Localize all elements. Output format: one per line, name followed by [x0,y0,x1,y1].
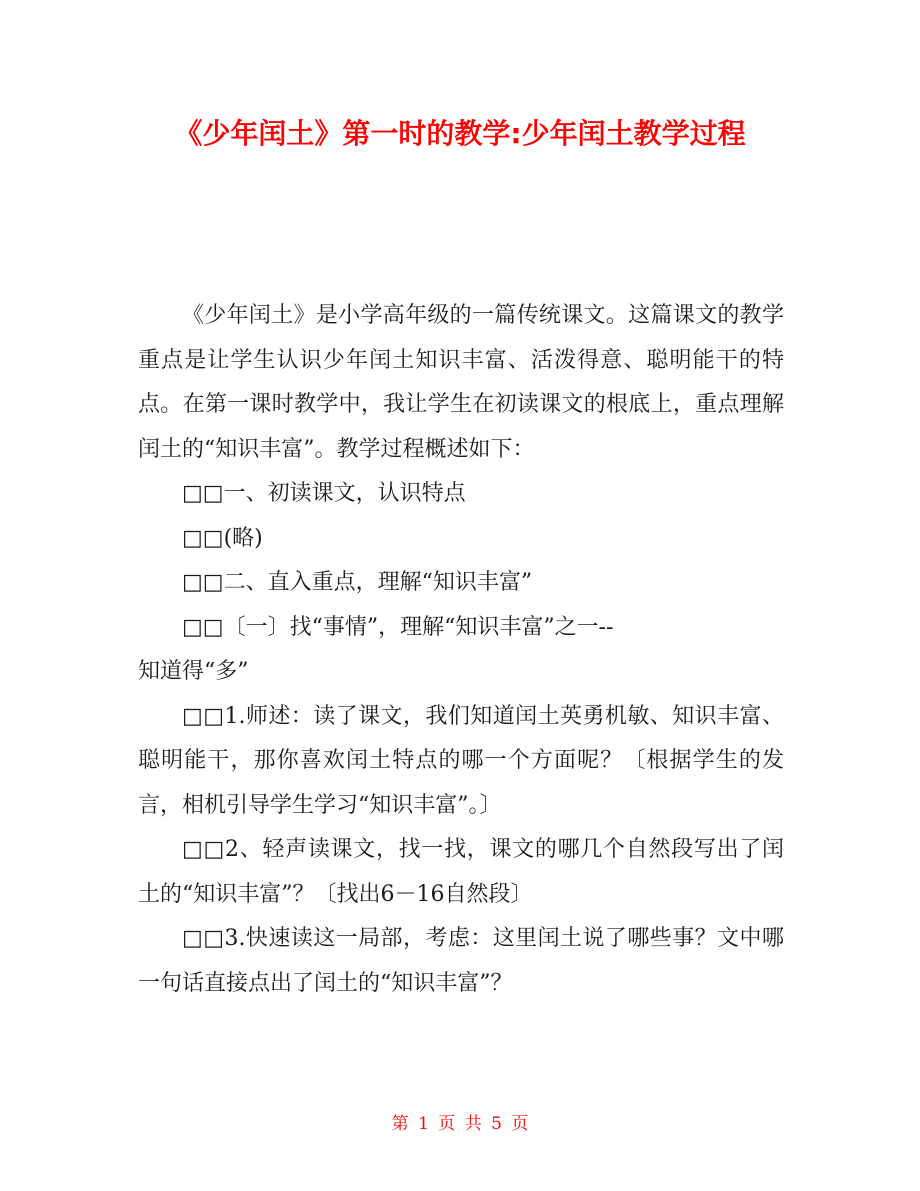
paragraph-step-1: □□1.师述：读了课文，我们知道闰土英勇机敏、知识丰富、聪明能干，那你喜欢闰土特点的哪一个方面呢？〔根据学生的发言，相机引导学生学习“知识丰富”。〕 [138,703,784,818]
paragraph-intro: 《少年闰土》是小学高年级的一篇传统课文。这篇课文的教学重点是让学生认识少年闰土知识丰富、活泼得意、聪明能干的特点。在第一课时教学中，我让学生在初读课文的根底上，重点理解闰土的“知识丰富”。教学过程概述如下： [138,303,784,462]
document-title: 《少年闰土》第一时的教学:少年闰土教学过程 [174,117,746,150]
paragraph-step-3: □□3.快速读这一局部，考虑：这里闰土说了哪些事？文中哪一句话直接点出了闰土的“知识丰富”？ [138,926,784,996]
document-body [138,294,784,1006]
paragraph-subsection-1: □□〔一〕找“事情”，理解“知识丰富”之一-- [182,614,614,640]
paragraph-subsection-1-cont: 知道得“多” [138,659,249,684]
page-number-footer: 第 1 页 共 5 页 [391,1114,529,1134]
paragraph-step-2: □□2、轻声读课文，找一找，课文的哪几个自然段写出了闰土的“知识丰富”？〔找出6－16自然段〕 [138,837,784,907]
paragraph-section-1: □□一、初读课文，认识特点 [182,481,466,506]
paragraph-omitted: □□(略) [182,525,263,551]
paragraph-section-2: □□二、直入重点，理解“知识丰富” [182,570,533,595]
